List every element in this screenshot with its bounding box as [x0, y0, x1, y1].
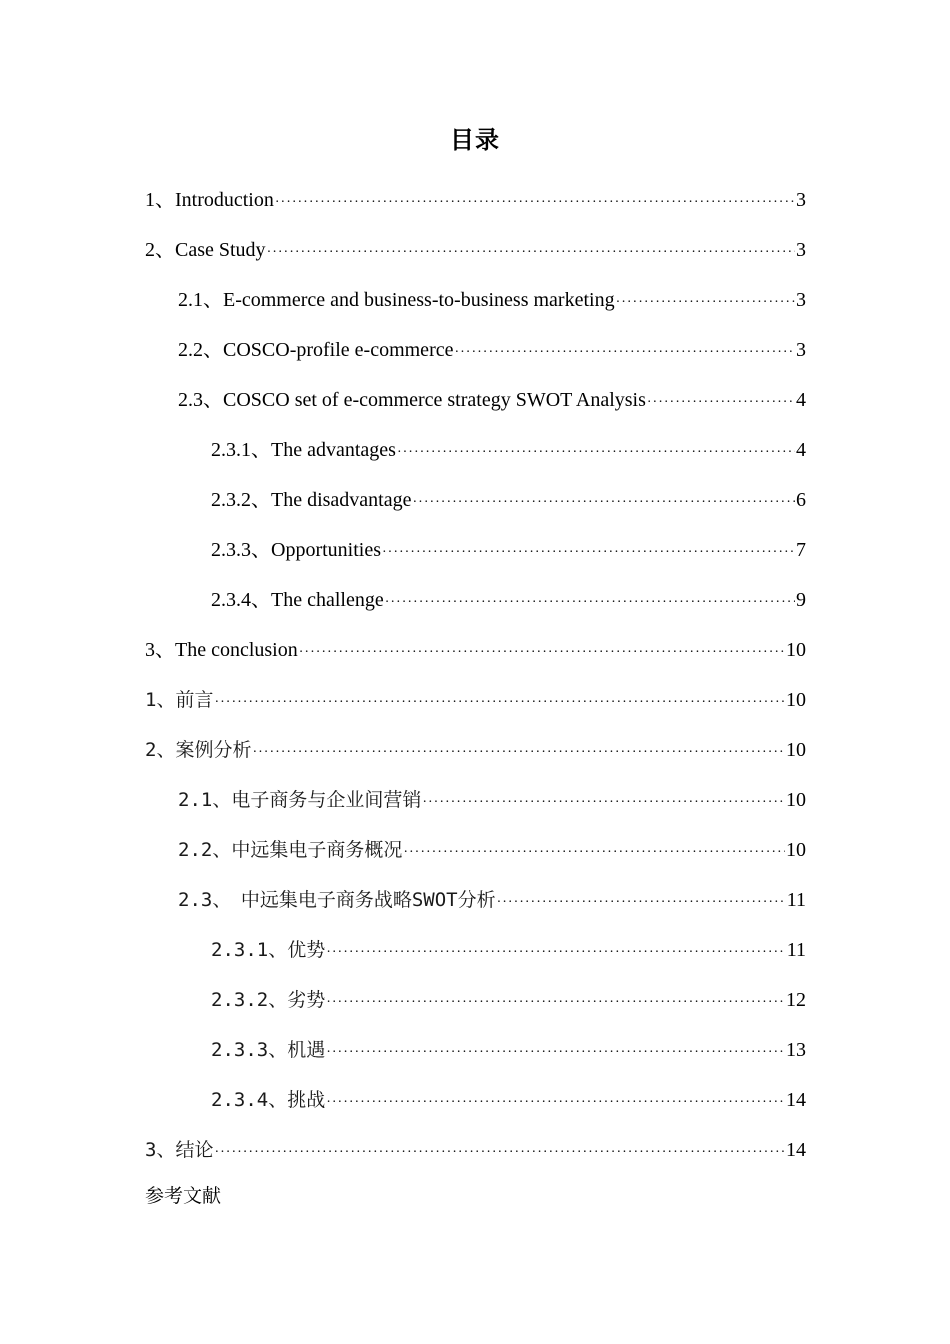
toc-leader-dots [275, 183, 795, 223]
toc-leader-dots [326, 1033, 785, 1073]
toc-leader-dots [267, 233, 795, 273]
toc-entry[interactable] [178, 330, 806, 370]
toc-entry[interactable] [211, 530, 806, 570]
toc-entry-text: 2.3.3、机遇 [211, 1039, 326, 1061]
toc-leader-dots [454, 333, 795, 373]
toc-page-number: 7 [796, 539, 806, 561]
toc-entry-text: 2.3、 中远集电子商务战略SWOT分析 [178, 889, 496, 911]
toc-leader-dots [422, 783, 785, 823]
toc-leader-dots [214, 1133, 785, 1173]
toc-entry[interactable] [145, 730, 806, 770]
toc-entry-text: 1、前言 [145, 689, 214, 711]
toc-entry-text: 2、Case Study [145, 239, 266, 261]
toc-page-number: 3 [796, 289, 806, 311]
toc-page-number: 3 [796, 339, 806, 361]
toc-leader-dots [326, 983, 785, 1023]
toc-entry-text: 2.3.1、The advantages [211, 439, 396, 461]
toc-page-number: 9 [796, 589, 806, 611]
toc-page-number: 10 [786, 839, 806, 861]
toc-leader-dots [326, 933, 786, 973]
toc-leader-dots [299, 633, 785, 673]
toc-entry-text: 2.1、电子商务与企业间营销 [178, 789, 422, 811]
toc-leader-dots [403, 833, 785, 873]
toc-entry-text: 3、The conclusion [145, 639, 298, 661]
toc-entry[interactable] [211, 480, 806, 520]
toc-entry-text: 2.3.2、劣势 [211, 989, 326, 1011]
toc-entry[interactable] [211, 580, 806, 620]
toc-entry[interactable] [145, 630, 806, 670]
references-entry[interactable]: 参考文献 [145, 1185, 222, 1207]
toc-entry-text: 2.2、COSCO-profile e-commerce [178, 339, 454, 361]
toc-page-number: 4 [796, 439, 806, 461]
toc-entry[interactable] [145, 1130, 806, 1170]
toc-page-number: 11 [786, 889, 806, 911]
toc-page-number: 14 [786, 1089, 806, 1111]
toc-leader-dots [382, 533, 795, 573]
toc-entry[interactable] [211, 930, 806, 970]
toc-entry-text: 2.1、E-commerce and business-to-business marketing [178, 289, 615, 311]
toc-entry[interactable] [211, 1080, 806, 1120]
toc-title: 目录 [450, 126, 500, 154]
toc-page-number: 10 [786, 689, 806, 711]
toc-leader-dots [252, 733, 785, 773]
toc-page-number: 3 [796, 239, 806, 261]
toc-entry-text: 2.3.2、The disadvantage [211, 489, 412, 511]
toc-entry-text: 2.3、COSCO set of e-commerce strategy SWOT Analysis [178, 389, 646, 411]
toc-entry-text: 2.3.4、The challenge [211, 589, 384, 611]
toc-entry[interactable] [178, 830, 806, 870]
toc-entry-text: 3、结论 [145, 1139, 214, 1161]
toc-leader-dots [397, 433, 795, 473]
toc-page-number: 13 [786, 1039, 806, 1061]
toc-entry[interactable] [145, 180, 806, 220]
toc-entry[interactable] [178, 280, 806, 320]
toc-entry-text: 2.3.4、挑战 [211, 1089, 326, 1111]
toc-leader-dots [214, 683, 785, 723]
toc-entry[interactable] [178, 780, 806, 820]
toc-page-number: 10 [786, 739, 806, 761]
toc-entry[interactable] [178, 880, 806, 920]
toc-entry[interactable] [145, 230, 806, 270]
toc-leader-dots [413, 483, 796, 523]
toc-entry-text: 2.2、中远集电子商务概况 [178, 839, 403, 861]
toc-leader-dots [616, 283, 795, 323]
toc-page-number: 12 [786, 989, 806, 1011]
toc-entry-text: 1、Introduction [145, 189, 274, 211]
toc-leader-dots [497, 883, 786, 923]
toc-entry[interactable] [211, 430, 806, 470]
toc-leader-dots [326, 1083, 785, 1123]
toc-page-number: 6 [796, 489, 806, 511]
toc-entry[interactable] [178, 380, 806, 420]
toc-page-number: 10 [786, 639, 806, 661]
toc-page-number: 4 [796, 389, 806, 411]
toc-page-number: 10 [786, 789, 806, 811]
toc-entry[interactable] [145, 680, 806, 720]
toc-entry[interactable] [211, 1030, 806, 1070]
toc-entry-text: 2、案例分析 [145, 739, 252, 761]
toc-page-number: 11 [786, 939, 806, 961]
toc-leader-dots [385, 583, 795, 623]
toc-page-number: 14 [786, 1139, 806, 1161]
toc-page-number: 3 [796, 189, 806, 211]
toc-entry-text: 2.3.1、优势 [211, 939, 326, 961]
toc-entry-text: 2.3.3、Opportunities [211, 539, 381, 561]
toc-leader-dots [647, 383, 795, 423]
toc-entry[interactable] [211, 980, 806, 1020]
